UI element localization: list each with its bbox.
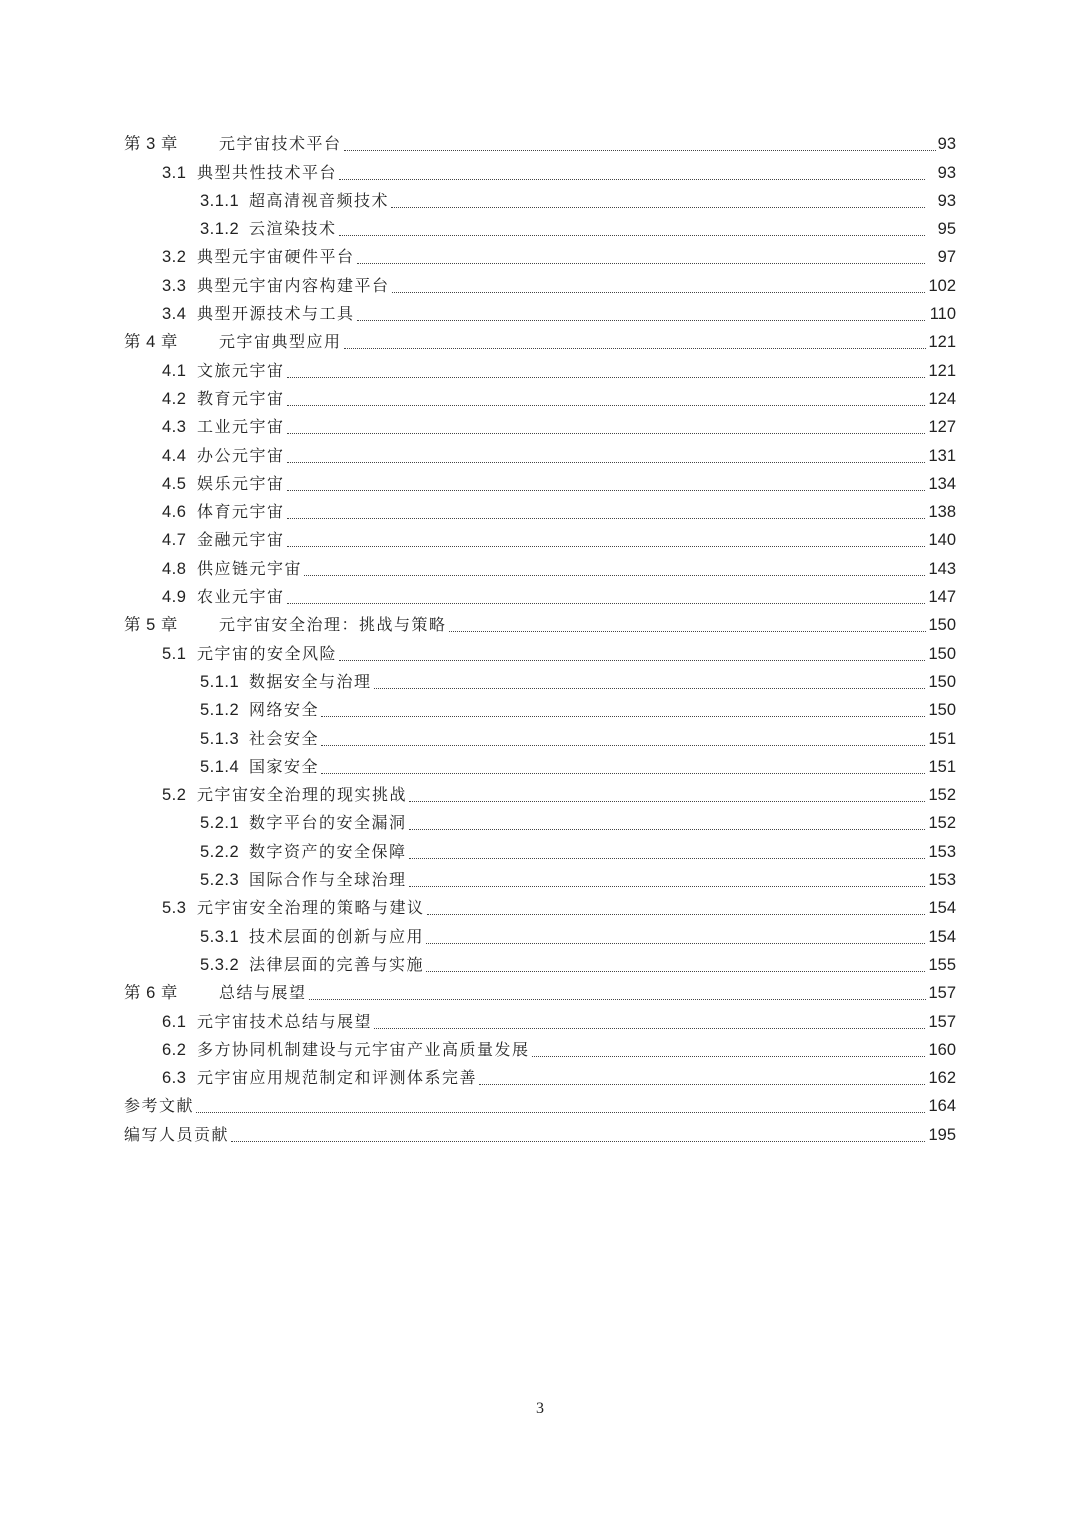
toc-entry-page: 151 [928,757,956,776]
toc-entry-title: 数字平台的安全漏洞 [249,813,407,833]
toc-entry-page: 95 [937,220,956,239]
toc-entry-title: 金融元宇宙 [197,530,285,550]
toc-entry[interactable] [0,186,1080,214]
toc-entry-title: 元宇宙应用规范制定和评测体系完善 [197,1068,478,1088]
toc-entry-number: 第 5 章 [124,616,178,635]
toc-entry-page: 102 [928,276,956,295]
toc-entry[interactable] [0,836,1080,864]
toc-entry-number: 3.4 [162,305,187,324]
toc-entry-number: 5.2.1 [200,814,240,833]
toc-entry-page: 152 [928,814,956,833]
toc-entry[interactable] [0,1006,1080,1034]
toc-entry-title: 典型元宇宙内容构建平台 [197,275,390,295]
toc-entry[interactable] [0,893,1080,921]
toc-entry[interactable] [0,638,1080,666]
toc-entry[interactable] [0,723,1080,751]
toc-entry-title: 元宇宙技术平台 [219,134,342,154]
toc-entry-title: 元宇宙典型应用 [219,332,342,352]
dot-leader [344,348,938,349]
dot-leader [196,1112,925,1113]
toc-entry[interactable] [0,921,1080,949]
dot-leader [231,1141,925,1142]
toc-entry[interactable] [0,808,1080,836]
toc-entry-number: 5.2.3 [200,871,240,890]
page-number: 3 [536,1400,544,1417]
toc-entry[interactable] [0,327,1080,355]
toc-entry-page: 150 [928,644,956,663]
toc-entry-number: 第 3 章 [124,135,178,154]
toc-entry-page: 93 [937,135,956,154]
toc-entry-number: 4.3 [162,418,187,437]
dot-leader [409,829,925,830]
toc-entry-title: 元宇宙安全治理：挑战与策略 [219,615,447,635]
toc-entry-title: 总结与展望 [219,983,307,1003]
dot-leader [409,858,925,859]
toc-entry-page: 110 [929,305,956,324]
toc-entry-number: 5.3.1 [200,927,240,946]
dot-leader [339,660,925,661]
dot-leader [426,971,925,972]
dot-leader [449,631,938,632]
toc-entry[interactable] [0,610,1080,638]
toc-entry-page: 152 [928,786,956,805]
toc-entry-title: 典型开源技术与工具 [197,304,355,324]
toc-entry-page: 154 [928,899,956,918]
toc-entry-title: 供应链元宇宙 [197,558,303,578]
toc-entry[interactable] [0,1091,1080,1119]
toc-entry-number: 5.1.1 [200,672,240,691]
toc-entry-page: 157 [928,984,956,1003]
toc-entry-number: 4.7 [162,531,187,550]
dot-leader [391,207,925,208]
dot-leader [321,745,925,746]
dot-leader [479,1084,925,1085]
dot-leader [392,292,925,293]
toc-entry[interactable] [0,695,1080,723]
toc-entry-number: 6.1 [162,1012,187,1031]
toc-entry[interactable] [0,355,1080,383]
toc-entry-number: 第 4 章 [124,333,178,352]
toc-entry-title: 体育元宇宙 [197,502,285,522]
toc-entry-title: 元宇宙的安全风险 [197,643,338,663]
toc-entry-number: 4.9 [162,588,187,607]
toc-entry-number: 4.6 [162,503,187,522]
toc-entry-number: 5.1.4 [200,757,240,776]
toc-entry-title: 社会安全 [249,728,320,748]
toc-entry-page: 153 [928,842,956,861]
toc-entry-title: 国家安全 [249,756,320,776]
toc-entry-number: 4.8 [162,559,187,578]
dot-leader [426,943,925,944]
toc-entry-page: 124 [928,389,956,408]
toc-entry-number: 4.5 [162,474,187,493]
toc-entry-title: 元宇宙技术总结与展望 [197,1011,373,1031]
toc-entry-number: 4.2 [162,389,187,408]
toc-entry[interactable] [0,780,1080,808]
toc-entry[interactable] [0,214,1080,242]
dot-leader [287,405,925,406]
toc-entry[interactable] [0,497,1080,525]
toc-entry[interactable] [0,129,1080,157]
toc-entry-number: 5.3.2 [200,955,240,974]
dot-leader [287,546,925,547]
toc-entry-title: 典型元宇宙硬件平台 [197,247,355,267]
toc-entry-page: 150 [928,672,956,691]
dot-leader [339,179,925,180]
dot-leader [287,462,925,463]
toc-entry-title: 工业元宇宙 [197,417,285,437]
toc-entry-page: 153 [928,871,956,890]
dot-leader [287,377,925,378]
toc-entry-page: 147 [928,588,956,607]
dot-leader [287,603,925,604]
toc-entry-page: 150 [928,616,956,635]
toc-entry[interactable] [0,384,1080,412]
toc-entry-title: 教育元宇宙 [197,388,285,408]
toc-entry-page: 127 [928,418,956,437]
dot-leader [339,235,925,236]
toc-entry-number: 6.3 [162,1069,187,1088]
toc-entry-title: 编写人员贡献 [124,1124,230,1144]
toc-entry-number: 4.4 [162,446,187,465]
toc-entry[interactable] [0,469,1080,497]
toc-entry-page: 164 [928,1097,956,1116]
table-of-contents [0,129,1080,1148]
toc-entry-number: 6.2 [162,1040,187,1059]
toc-entry-number: 3.1 [162,163,187,182]
toc-entry-number: 3.2 [162,248,187,267]
toc-entry-title: 文旅元宇宙 [197,360,285,380]
toc-entry-number: 5.3 [162,899,187,918]
toc-entry-number: 5.1.3 [200,729,240,748]
dot-leader [304,575,925,576]
dot-leader [287,518,925,519]
toc-entry[interactable] [0,299,1080,327]
dot-leader [374,688,925,689]
dot-leader [309,999,938,1000]
toc-entry[interactable] [0,1063,1080,1091]
dot-leader [321,716,925,717]
toc-entry-title: 国际合作与全球治理 [249,870,407,890]
toc-entry-title: 农业元宇宙 [197,587,285,607]
dot-leader [427,914,925,915]
toc-entry-title: 网络安全 [249,700,320,720]
toc-entry-page: 150 [928,701,956,720]
dot-leader [532,1056,925,1057]
toc-entry-number: 5.2.2 [200,842,240,861]
toc-entry-title: 元宇宙安全治理的策略与建议 [197,898,425,918]
toc-entry-page: 154 [928,927,956,946]
dot-leader [374,1028,925,1029]
toc-entry-title: 娱乐元宇宙 [197,473,285,493]
dot-leader [321,773,925,774]
toc-entry-title: 多方协同机制建设与元宇宙产业高质量发展 [197,1039,530,1059]
toc-entry-number: 5.2 [162,786,187,805]
toc-entry[interactable] [0,412,1080,440]
toc-entry-page: 151 [928,729,956,748]
toc-entry-number: 5.1 [162,644,187,663]
toc-entry-number: 4.1 [162,361,187,380]
toc-entry-page: 121 [928,361,956,380]
toc-entry-title: 技术层面的创新与应用 [249,926,425,946]
toc-entry-number: 3.3 [162,276,187,295]
toc-entry-title: 元宇宙安全治理的现实挑战 [197,785,408,805]
toc-entry[interactable] [0,1035,1080,1063]
toc-entry-page: 97 [937,248,956,267]
toc-entry[interactable] [0,752,1080,780]
toc-entry-page: 134 [928,474,956,493]
toc-entry[interactable] [0,270,1080,298]
dot-leader [287,433,925,434]
toc-entry[interactable] [0,1119,1080,1147]
toc-entry-title: 数字资产的安全保障 [249,841,407,861]
toc-entry-page: 160 [928,1040,956,1059]
toc-entry-number: 5.1.2 [200,701,240,720]
toc-entry[interactable] [0,553,1080,581]
toc-entry[interactable] [0,525,1080,553]
dot-leader [357,320,925,321]
dot-leader [409,886,925,887]
toc-entry-page: 143 [928,559,956,578]
toc-entry[interactable] [0,242,1080,270]
toc-entry-title: 参考文献 [124,1096,195,1116]
toc-entry-page: 157 [928,1012,956,1031]
toc-entry-page: 93 [937,163,956,182]
toc-entry-title: 数据安全与治理 [249,671,372,691]
toc-entry-page: 93 [937,191,956,210]
toc-entry-title: 云渲染技术 [249,219,337,239]
toc-entry-number: 3.1.2 [200,220,240,239]
toc-entry-title: 法律层面的完善与实施 [249,954,425,974]
toc-entry[interactable] [0,157,1080,185]
toc-entry-page: 140 [928,531,956,550]
toc-entry-page: 121 [928,333,956,352]
toc-entry[interactable] [0,865,1080,893]
toc-entry-page: 195 [928,1125,956,1144]
dot-leader [409,801,925,802]
dot-leader [344,150,938,151]
toc-entry-title: 办公元宇宙 [197,445,285,465]
toc-entry[interactable] [0,978,1080,1006]
dot-leader [287,490,925,491]
toc-entry[interactable] [0,950,1080,978]
toc-entry[interactable] [0,667,1080,695]
toc-entry[interactable] [0,582,1080,610]
toc-entry-number: 3.1.1 [200,191,240,210]
toc-entry-number: 第 6 章 [124,984,178,1003]
toc-entry-page: 155 [928,955,956,974]
toc-entry-page: 138 [928,503,956,522]
toc-entry[interactable] [0,440,1080,468]
toc-entry-page: 162 [928,1069,956,1088]
toc-entry-title: 典型共性技术平台 [197,162,338,182]
toc-entry-title: 超高清视音频技术 [249,190,390,210]
dot-leader [357,263,925,264]
toc-entry-page: 131 [928,446,956,465]
